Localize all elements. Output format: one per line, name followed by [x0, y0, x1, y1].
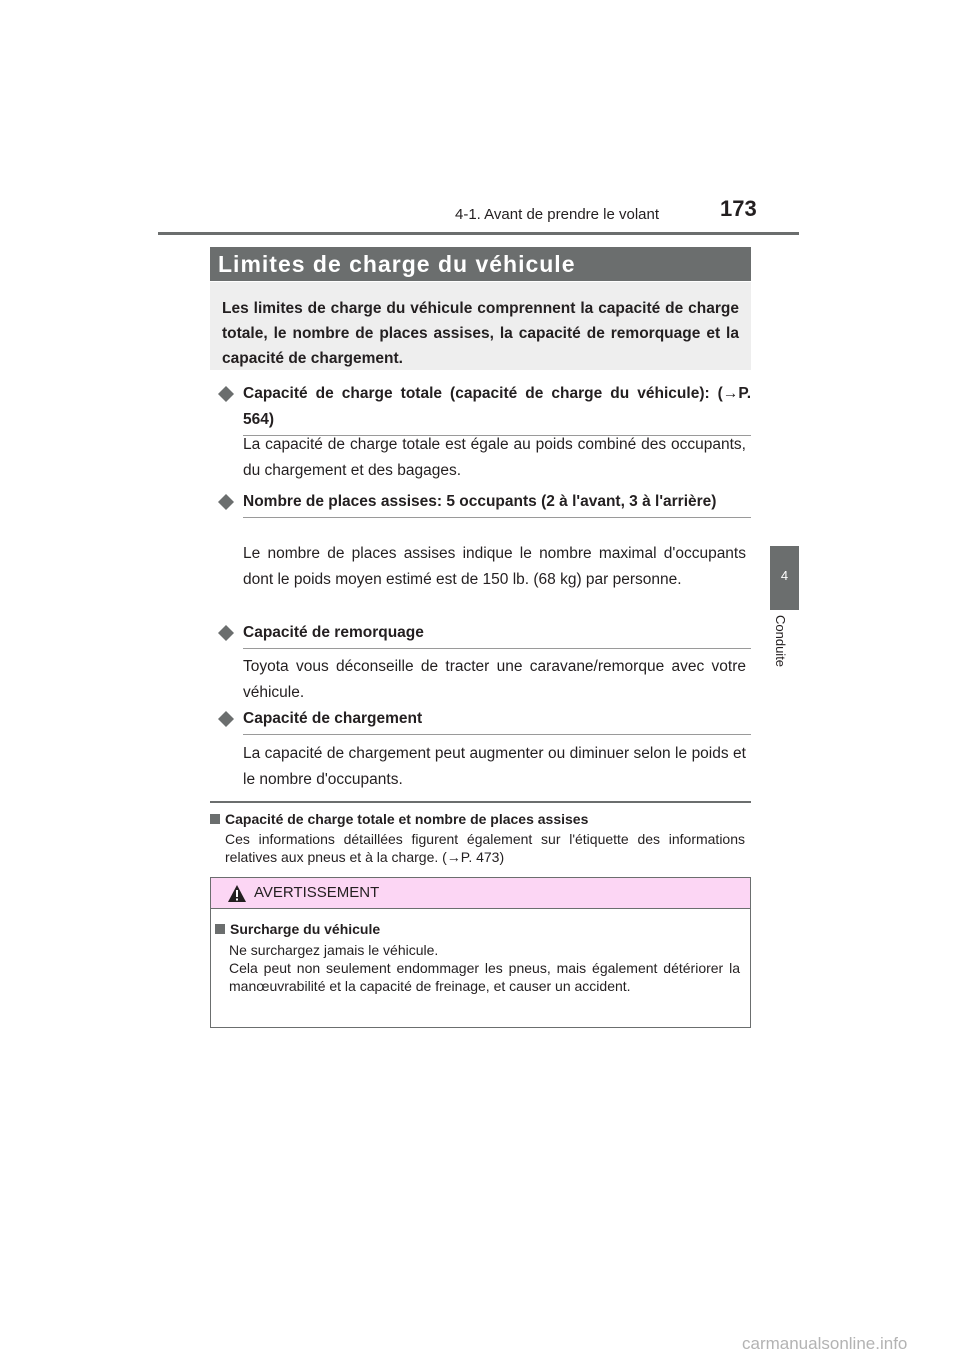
diamond-icon	[218, 494, 234, 510]
item-heading-text: Capacité de chargement	[243, 706, 751, 735]
item-heading-text: Capacité de charge totale (capacité de charge du véhicule): (→P. 564)	[243, 381, 751, 436]
chapter-label	[773, 615, 795, 695]
header-rule	[158, 232, 799, 235]
warning-subtitle-text: Surcharge du véhicule	[230, 921, 381, 937]
warning-triangle-icon	[227, 884, 247, 903]
warning-subtitle	[215, 921, 380, 937]
square-bullet-icon	[215, 924, 225, 934]
item-heading-cargo	[218, 706, 751, 735]
item-heading-text: Nombre de places assises: 5 occupants (2 à l'avant, 3 à l'arrière)	[243, 489, 751, 518]
warning-line-2: Cela peut non seulement endommager les pneus, mais également détériorer la manœuvrabilité et la capacité de freinage, et causer un accident.	[229, 960, 740, 994]
item-body-seating: Le nombre de places assises indique le nombre maximal d'occupants dont le poids moyen estimé est de 150 lb. (68 kg) par personne.	[243, 545, 746, 588]
warning-header	[211, 878, 750, 909]
diamond-icon	[218, 386, 234, 402]
warning-box	[210, 877, 751, 1028]
chapter-number: 4	[780, 568, 789, 583]
warning-line-1: Ne surchargez jamais le véhicule.	[229, 942, 439, 958]
square-bullet-icon	[210, 814, 220, 824]
note-title-text: Capacité de charge totale et nombre de places assises	[225, 811, 589, 827]
warning-body	[229, 941, 740, 995]
section-title-bar	[210, 247, 751, 281]
intro-text: Les limites de charge du véhicule comprennent la capacité de charge totale, le nombre de places assises, la capacité de remorquage et la capacité de chargement.	[222, 300, 739, 367]
item-body-cargo: La capacité de chargement peut augmenter ou diminuer selon le poids et le nombre d'occupants.	[243, 745, 746, 788]
note-title	[210, 811, 588, 827]
item-heading-towing	[218, 620, 751, 649]
item-heading-seating	[218, 489, 751, 518]
intro-box	[210, 282, 751, 370]
section-rule	[210, 801, 751, 803]
item-body-total-capacity: La capacité de charge totale est égale au poids combiné des occupants, du chargement et des bagages.	[243, 436, 746, 479]
header-section-title: 4-1. Avant de prendre le volant	[455, 206, 660, 223]
page-title: Limites de charge du véhicule	[218, 251, 576, 277]
chapter-label-text: Conduite	[773, 615, 788, 668]
note-body: Ces informations détaillées figurent également sur l'étiquette des informations relatives aux pneus et à la charge. (→P. 473)	[225, 831, 745, 865]
item-heading-total-capacity	[218, 381, 751, 436]
item-heading-text: Capacité de remorquage	[243, 620, 751, 649]
watermark: carmanualsonline.info	[742, 1334, 908, 1353]
diamond-icon	[218, 625, 234, 641]
item-body-towing: Toyota vous déconseille de tracter une caravane/remorque avec votre véhicule.	[243, 658, 746, 701]
warning-label: AVERTISSEMENT	[254, 884, 380, 901]
page-number: 173	[720, 196, 757, 221]
diamond-icon	[218, 711, 234, 727]
